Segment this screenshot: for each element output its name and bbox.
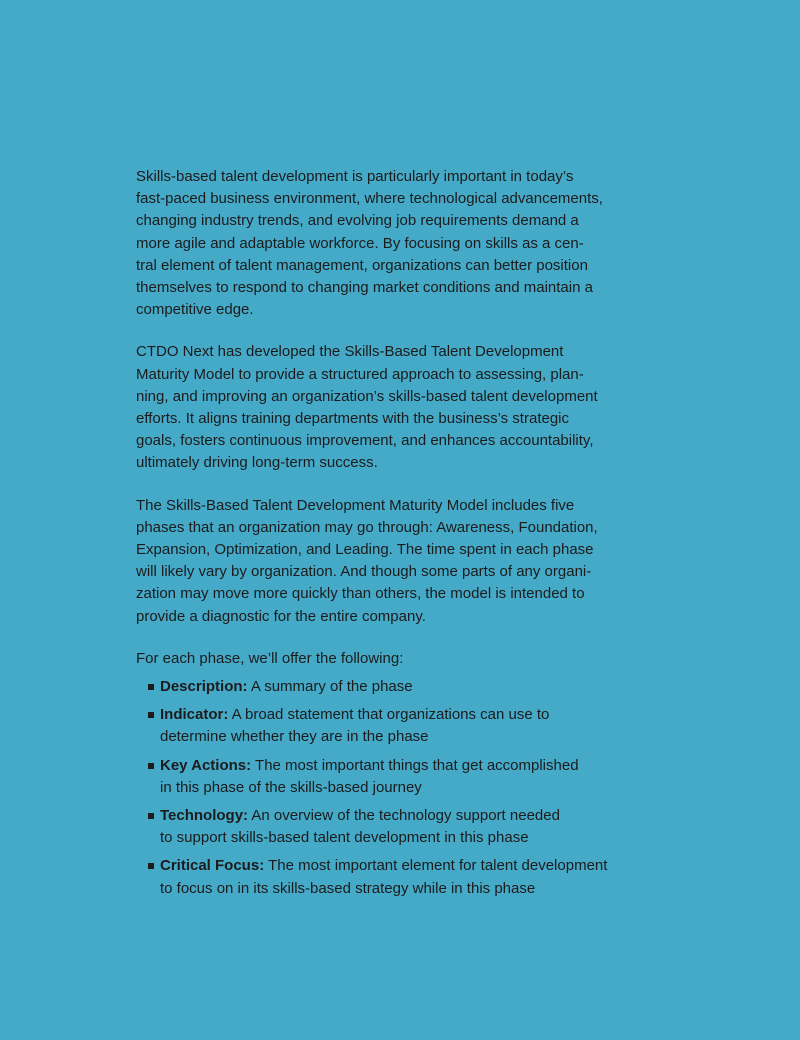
text-line: goals, fosters continuous improvement, and enhances accountability, bbox=[136, 432, 594, 450]
text-line: fast-paced business environment, where technological advancements, bbox=[136, 190, 603, 208]
list-item-line bbox=[160, 676, 626, 698]
list-item-continuation: to focus on in its skills-based strategy while in this phase bbox=[160, 879, 536, 897]
list-item-text: The most important element for talent development bbox=[264, 857, 608, 875]
text-line: themselves to respond to changing market conditions and maintain a bbox=[136, 279, 593, 297]
text-line: zation may move more quickly than others, the model is intended to bbox=[136, 585, 585, 603]
phase-elements-list bbox=[136, 676, 626, 900]
square-bullet-icon bbox=[148, 863, 154, 869]
list-item bbox=[148, 704, 626, 748]
text-line: competitive edge. bbox=[136, 301, 254, 319]
list-item-term: Key Actions: bbox=[160, 756, 252, 774]
text-line: more agile and adaptable workforce. By focusing on skills as a cen- bbox=[136, 234, 584, 252]
list-item-line bbox=[160, 704, 626, 726]
text-line: provide a diagnostic for the entire company. bbox=[136, 607, 426, 625]
text-line: ultimately driving long-term success. bbox=[136, 454, 378, 472]
list-item-line bbox=[160, 805, 626, 827]
list-item-continuation: in this phase of the skills-based journey bbox=[160, 778, 422, 796]
body-text bbox=[136, 166, 626, 906]
text-line: The Skills-Based Talent Development Maturity Model includes five bbox=[136, 496, 575, 514]
text-line: tral element of talent management, organizations can better position bbox=[136, 256, 588, 274]
list-item-text: A broad statement that organizations can use to bbox=[228, 706, 550, 724]
text-line: CTDO Next has developed the Skills-Based Talent Development bbox=[136, 343, 564, 361]
text-line: will likely vary by organization. And though some parts of any organi- bbox=[136, 563, 592, 581]
square-bullet-icon bbox=[148, 763, 154, 769]
list-intro: For each phase, we’ll offer the following: bbox=[136, 649, 404, 667]
text-line: phases that an organization may go through: Awareness, Foundation, bbox=[136, 518, 598, 536]
text-line: ning, and improving an organization’s skills-based talent development bbox=[136, 387, 598, 405]
text-line: Maturity Model to provide a structured approach to assessing, plan- bbox=[136, 365, 584, 383]
text-line: efforts. It aligns training departments with the business’s strategic bbox=[136, 410, 570, 428]
paragraph-five-phases bbox=[136, 495, 626, 628]
list-item-continuation: determine whether they are in the phase bbox=[160, 728, 429, 746]
list-item-line bbox=[160, 755, 626, 777]
list-item bbox=[148, 755, 626, 799]
list-item bbox=[148, 676, 626, 698]
text-line: Skills-based talent development is particularly important in today’s bbox=[136, 168, 574, 185]
list-item-text: The most important things that get accomplished bbox=[251, 756, 579, 774]
list-item bbox=[148, 805, 626, 849]
list-item-term: Indicator: bbox=[160, 706, 229, 724]
list-item-continuation: to support skills-based talent development in this phase bbox=[160, 829, 529, 847]
text-line: Expansion, Optimization, and Leading. The time spent in each phase bbox=[136, 541, 594, 559]
paragraph-maturity-model bbox=[136, 341, 626, 474]
list-item-text: A summary of the phase bbox=[247, 678, 413, 696]
list-item-line bbox=[160, 855, 626, 877]
list-item-term: Technology: bbox=[160, 807, 249, 825]
list-item-term: Critical Focus: bbox=[160, 857, 265, 875]
square-bullet-icon bbox=[148, 712, 154, 718]
square-bullet-icon bbox=[148, 684, 154, 690]
list-item-term: Description: bbox=[160, 678, 248, 696]
square-bullet-icon bbox=[148, 813, 154, 819]
list-item bbox=[148, 855, 626, 899]
paragraph-skills-importance bbox=[136, 166, 626, 321]
list-item-text: An overview of the technology support needed bbox=[248, 807, 560, 825]
text-line: changing industry trends, and evolving job requirements demand a bbox=[136, 212, 579, 230]
